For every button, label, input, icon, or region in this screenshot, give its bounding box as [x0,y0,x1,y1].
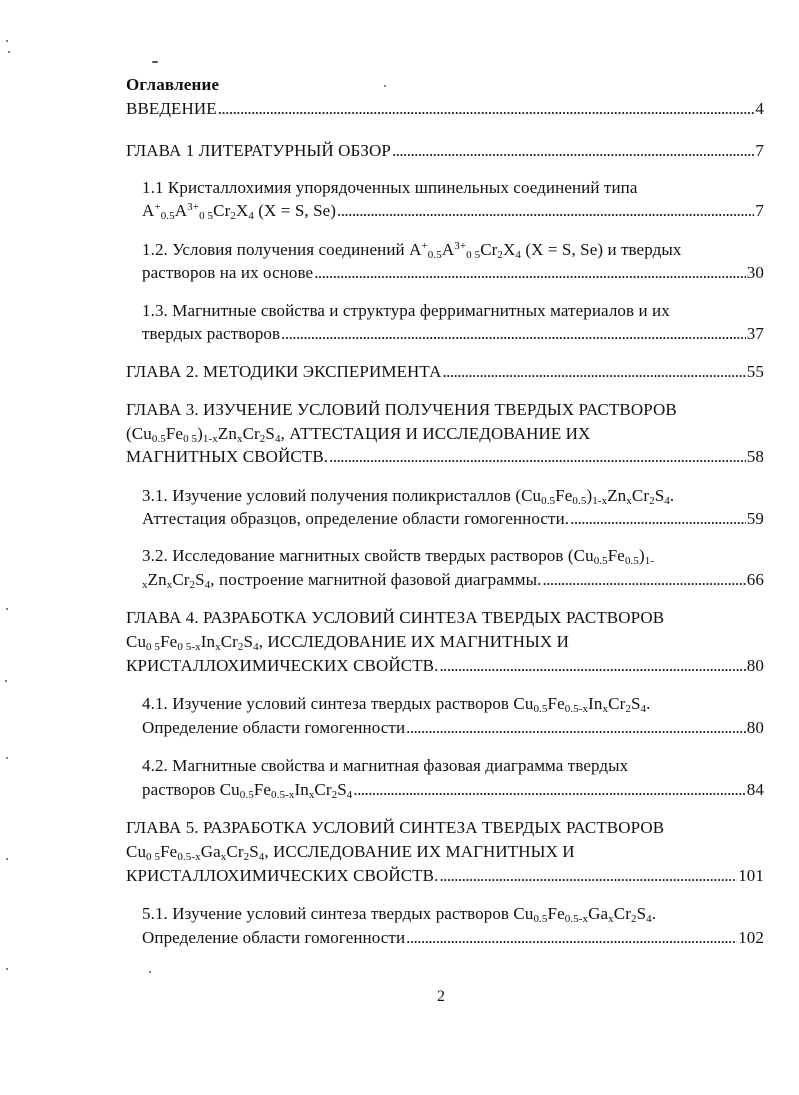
toc-entry-last-line [142,262,764,284]
toc-leader-dots [218,98,755,120]
toc-entry-last-line [142,508,764,530]
scan-speck [5,680,7,682]
toc-page-number: 102 [738,928,764,947]
toc-leader-dots [329,446,746,468]
toc-leader-dots [570,508,746,530]
toc-entry-title: 3.1. Изучение условий получения поликристаллов $(Cu_{0.5}Fe_{0.5})_{1-x}Zn_xCr_2S_4$. [142,486,675,507]
toc-entry-title-cont: КРИСТАЛЛОХИМИЧЕСКИХ СВОЙСТВ. [126,866,439,885]
scan-speck [6,40,8,42]
toc-entry-title: 4.1. Изучение условий синтеза твердых растворов $Cu_{0.5}Fe_{0.5-x}In_xCr_2S_4$. [142,694,651,715]
toc-leader-dots [406,927,737,949]
toc-entry-formula: $A^+_{0.5}A^{3+}_{0 5}Cr_2X_4$ (X = S, Se) [142,201,337,222]
toc-page-number: 101 [738,866,764,885]
toc-entry-title-cont: $Cu_{0 5}Fe_{0 5-x}In_xCr_2S_4$, ИССЛЕДОВАНИЕ ИХ МАГНИТНЫХ И [126,632,570,653]
toc-entry-title: 3.2. Исследование магнитных свойств твердых растворов $(Cu_{0.5}Fe_{0.5})_{1-}$ [142,546,655,567]
toc-entry-title-cont: растворов $Cu_{0.5}Fe_{0.5-x}In_xCr_2S_4$ [142,780,353,801]
toc-entry-last-line [142,200,764,222]
toc-page-number: 58 [746,447,764,466]
toc-entry-last-line [142,717,764,739]
scan-speck [384,85,386,87]
toc-entry-title: 1.1 Кристаллохимия упорядоченных шпинельных соединений типа [142,178,638,197]
toc-page-number: 7 [755,201,764,220]
scan-speck [6,757,8,759]
scan-speck [6,608,8,610]
toc-page-number: 84 [746,780,764,799]
toc-entry-title: ГЛАВА 2. МЕТОДИКИ ЭКСПЕРИМЕНТА [126,362,442,381]
scan-speck [149,971,151,973]
toc-entry-title-cont: твердых растворов [142,324,281,343]
toc-leader-dots [337,200,754,222]
toc-page-number: 59 [746,509,764,528]
toc-entry-title-cont: $(Cu_{0.5}Fe_{0 5})_{1-x}Zn_xCr_2S_4$, АТТЕСТАЦИЯ И ИССЛЕДОВАНИЕ ИХ [126,424,591,445]
toc-entry-last-line [142,569,764,591]
toc-entry-introduction[interactable] [126,98,764,120]
toc-leader-dots [439,655,745,677]
toc-page-number: 66 [746,570,764,589]
page-number: 2 [437,988,445,1005]
toc-entry-last-line [142,323,764,345]
toc-entry-last-line [142,927,764,949]
toc-entry-title-cont: МАГНИТНЫХ СВОЙСТВ. [126,447,329,466]
toc-entry-title-cont: Определение области гомогенности [142,928,406,947]
scan-speck [6,858,8,860]
toc-entry-title-cont: $Cu_{0 5}Fe_{0.5-x}Ga_xCr_2S_4$, ИССЛЕДОВАНИЕ ИХ МАГНИТНЫХ И [126,842,575,863]
scan-speck [8,51,10,53]
toc-page-number: 55 [746,362,764,381]
toc-entry-title-cont: Определение области гомогенности [142,718,406,737]
toc-page-number: 80 [746,718,764,737]
toc-entry-last-line [142,779,764,801]
toc-entry-title: 4.2. Магнитные свойства и магнитная фазовая диаграмма твердых [142,756,629,775]
toc-entry-title: ВВЕДЕНИЕ [126,99,217,118]
toc-entry-last-line [126,446,764,468]
toc-entry-title: 1.2. Условия получения соединений $A^+_{0.5}A^{3+}_{0 5}Cr_2X_4$ (X = S, Se) и твердых [142,240,682,261]
toc-leader-dots [353,779,745,801]
scan-speck [6,968,8,970]
toc-leader-dots [543,569,746,591]
toc-leader-dots [442,361,745,383]
scan-speck [152,61,158,63]
toc-leader-dots [281,323,746,345]
toc-page-number: 37 [746,324,764,343]
toc-page-number: 30 [746,263,764,282]
toc-entry-last-line [126,655,764,677]
toc-entry-chapter-1[interactable] [126,140,764,162]
toc-leader-dots [439,865,737,887]
toc-entry-title: ГЛАВА 5. РАЗРАБОТКА УСЛОВИЙ СИНТЕЗА ТВЕРДЫХ РАСТВОРОВ [126,818,665,837]
toc-entry-title-cont: $_xZn_xCr_2S_4$, построение магнитной фазовой диаграммы. [142,570,542,591]
toc-entry-title-cont: Аттестация образцов, определение области гомогенности. [142,509,570,528]
toc-entry-title-cont: растворов на их основе [142,263,314,282]
toc-entry-title: 5.1. Изучение условий синтеза твердых растворов $Cu_{0.5}Fe_{0.5-x}Ga_xCr_2S_4$. [142,904,657,925]
toc-entry-chapter-2[interactable] [126,361,764,383]
toc-entry-title: ГЛАВА 4. РАЗРАБОТКА УСЛОВИЙ СИНТЕЗА ТВЕРДЫХ РАСТВОРОВ [126,608,665,627]
toc-entry-title: 1.3. Магнитные свойства и структура ферримагнитных материалов и их [142,301,670,320]
toc-page-number: 7 [755,141,764,160]
toc-page-number: 80 [746,656,764,675]
toc-entry-title: ГЛАВА 3. ИЗУЧЕНИЕ УСЛОВИЙ ПОЛУЧЕНИЯ ТВЕРДЫХ РАСТВОРОВ [126,400,677,419]
toc-leader-dots [392,140,754,162]
toc-entry-title-cont: КРИСТАЛЛОХИМИЧЕСКИХ СВОЙСТВ. [126,656,439,675]
toc-entry-last-line [126,865,764,887]
toc-page-number: 4 [755,99,764,118]
toc-entry-title: ГЛАВА 1 ЛИТЕРАТУРНЫЙ ОБЗОР [126,141,391,160]
toc-leader-dots [406,717,746,739]
toc-heading: Оглавление [126,75,220,94]
toc-leader-dots [314,262,746,284]
